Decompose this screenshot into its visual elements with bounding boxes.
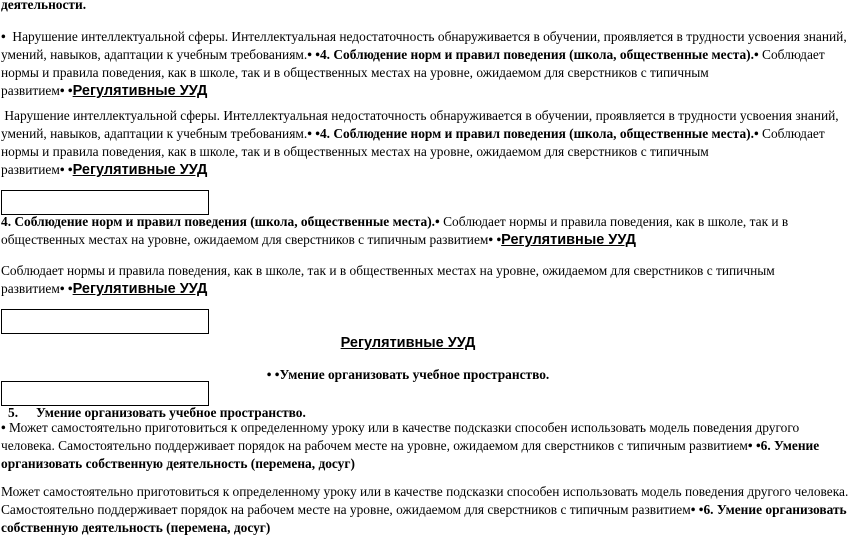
para6-line3: собственную деятельность (перемена, досуг) (1, 520, 271, 535)
regulatory-label: Регулятивные УУД (501, 232, 636, 248)
rule-title: 4. Соблюдение норм и правил поведения (школа, общественные места). (319, 126, 754, 141)
bullet: • (690, 502, 696, 517)
section-heading: Регулятивные УУД (340, 335, 476, 351)
bullet: • (435, 214, 440, 229)
bullet: • (753, 126, 759, 141)
skill-line: • •Умение организовать учебное пространство. (266, 367, 550, 382)
bullet: • (307, 126, 312, 141)
regulatory-label: Регулятивные УУД (72, 83, 208, 99)
para1-line1: Нарушение интеллектуальной сферы. Интеллектуальная недостаточность обнаруживается в обучении, проявляется в трудности усвоения знаний, (12, 29, 847, 44)
bullet: • (307, 47, 312, 62)
rule-title: 4. Соблюдение норм и правил поведения (школа, общественные места). (319, 47, 754, 62)
bullet: • (755, 438, 761, 453)
empty-box (1, 309, 209, 334)
regulatory-label: Регулятивные УУД (72, 162, 208, 178)
top-fragment: деятельности. (1, 0, 87, 12)
bullet: • (274, 367, 280, 382)
bullet: • (747, 438, 753, 453)
bullet: • (496, 232, 502, 247)
bullet: • (1, 29, 6, 44)
bullet: • (59, 162, 65, 177)
bullet: • (59, 83, 65, 98)
bullet: • (67, 83, 73, 98)
bullet: • (67, 281, 73, 296)
bullet: • (753, 47, 759, 62)
para6-line1: Может самостоятельно приготовиться к определенному уроку или в качестве подсказки способен использовать модель поведения другого человека. (1, 484, 848, 499)
bullet: • (315, 47, 320, 62)
para4-line1: Соблюдает нормы и правила поведения, как в школе, так и в общественных местах на уровне, ожидаемом для сверстников с типичным (1, 263, 775, 278)
bullet: • (488, 232, 494, 247)
empty-box (1, 190, 209, 215)
bullet: • (266, 367, 272, 382)
para1-line3: нормы и правила поведения, как в школе, так и в общественных местах на уровне, ожидаемом для сверстников с типичным (1, 65, 709, 80)
rule-title: 4. Соблюдение норм и правил поведения (школа, общественные места). (1, 214, 436, 229)
bullet: • (59, 281, 65, 296)
empty-box (1, 381, 209, 406)
para2-line3: нормы и правила поведения, как в школе, так и в общественных местах на уровне, ожидаемом для сверстников с типичным (1, 144, 709, 159)
bullet: • (315, 126, 320, 141)
para2-line1: Нарушение интеллектуальной сферы. Интеллектуальная недостаточность обнаруживается в обучении, проявляется в трудности усвоения знаний, (4, 108, 839, 123)
regulatory-label: Регулятивные УУД (72, 281, 208, 297)
bullet: • (67, 162, 73, 177)
item-title: Умение организовать учебное пространство. (36, 405, 306, 420)
para5-line3: организовать собственную деятельность (перемена, досуг) (1, 456, 355, 471)
bullet: • (698, 502, 704, 517)
para1-line2: умений, навыков, адаптации к учебным требованиям. (1, 47, 308, 62)
bullet: • (1, 420, 6, 435)
item-number: 5. (8, 405, 19, 420)
